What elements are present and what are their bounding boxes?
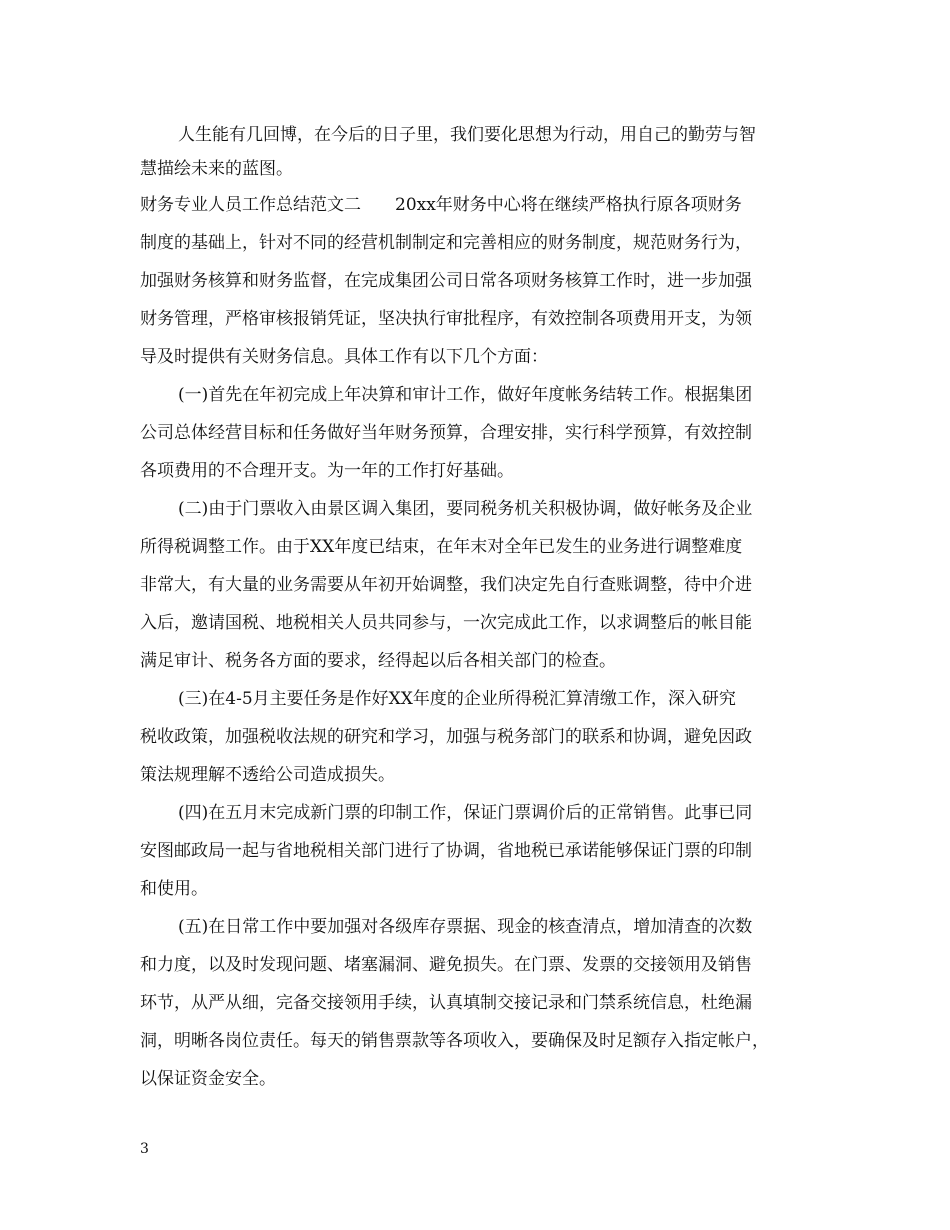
text-line: 环节，从严从细，完备交接领用手续，认真填制交接记录和门禁系统信息，杜绝漏 bbox=[140, 993, 752, 1013]
text-line: (五)在日常工作中要加强对各级库存票据、现金的核查清点，增加清查的次数 bbox=[178, 917, 753, 937]
text-line: (四)在五月末完成新门票的印制工作，保证门票调价后的正常销售。此事已同 bbox=[178, 803, 753, 823]
text-line: 入后，邀请国税、地税相关人员共同参与，一次完成此工作，以求调整后的帐目能 bbox=[140, 613, 752, 633]
text-line: (三)在4-5月主要任务是作好XX年度的企业所得税汇算清缴工作，深入研究 bbox=[178, 689, 736, 709]
text-line: 财务专业人员工作总结范文二 20xx年财务中心将在继续严格执行原各项财务 bbox=[140, 195, 742, 215]
text-line: 人生能有几回博，在今后的日子里，我们要化思想为行动，用自己的勤劳与智 bbox=[178, 125, 756, 145]
text-line: 公司总体经营目标和任务做好当年财务预算，合理安排，实行科学预算，有效控制 bbox=[140, 423, 752, 443]
text-line: 所得税调整工作。由于XX年度已结束，在年末对全年已发生的业务进行调整难度 bbox=[140, 537, 743, 557]
text-line: 制度的基础上，针对不同的经营机制制定和完善相应的财务制度，规范财务行为， bbox=[140, 233, 752, 253]
text-line: 非常大，有大量的业务需要从年初开始调整，我们决定先自行查账调整，待中介进 bbox=[140, 575, 752, 595]
text-line: 各项费用的不合理开支。为一年的工作打好基础。 bbox=[140, 461, 514, 481]
text-line: (一)首先在年初完成上年决算和审计工作，做好年度帐务结转工作。根据集团 bbox=[178, 385, 753, 405]
text-line: 财务管理，严格审核报销凭证，坚决执行审批程序，有效控制各项费用开支，为领 bbox=[140, 309, 752, 329]
text-line: 慧描绘未来的蓝图。 bbox=[140, 159, 293, 179]
text-line: 导及时提供有关财务信息。具体工作有以下几个方面： bbox=[140, 347, 548, 367]
text-line: 洞，明晰各岗位责任。每天的销售票款等各项收入，要确保及时足额存入指定帐户， bbox=[140, 1031, 769, 1051]
text-line: 满足审计、税务各方面的要求，经得起以后各相关部门的检查。 bbox=[140, 651, 616, 671]
text-line: 和使用。 bbox=[140, 879, 208, 899]
text-line: 以保证资金安全。 bbox=[140, 1069, 276, 1089]
text-line: 安图邮政局一起与省地税相关部门进行了协调，省地税已承诺能够保证门票的印制 bbox=[140, 841, 752, 861]
text-line: 策法规理解不透给公司造成损失。 bbox=[140, 765, 395, 785]
text-line: 加强财务核算和财务监督，在完成集团公司日常各项财务核算工作时，进一步加强 bbox=[140, 271, 752, 291]
text-line: (二)由于门票收入由景区调入集团，要同税务机关积极协调，做好帐务及企业 bbox=[178, 499, 753, 519]
page-number: 3 bbox=[140, 1141, 149, 1157]
text-line: 和力度，以及时发现问题、堵塞漏洞、避免损失。在门票、发票的交接领用及销售 bbox=[140, 955, 752, 975]
text-line: 税收政策，加强税收法规的研究和学习，加强与税务部门的联系和协调，避免因政 bbox=[140, 727, 752, 747]
